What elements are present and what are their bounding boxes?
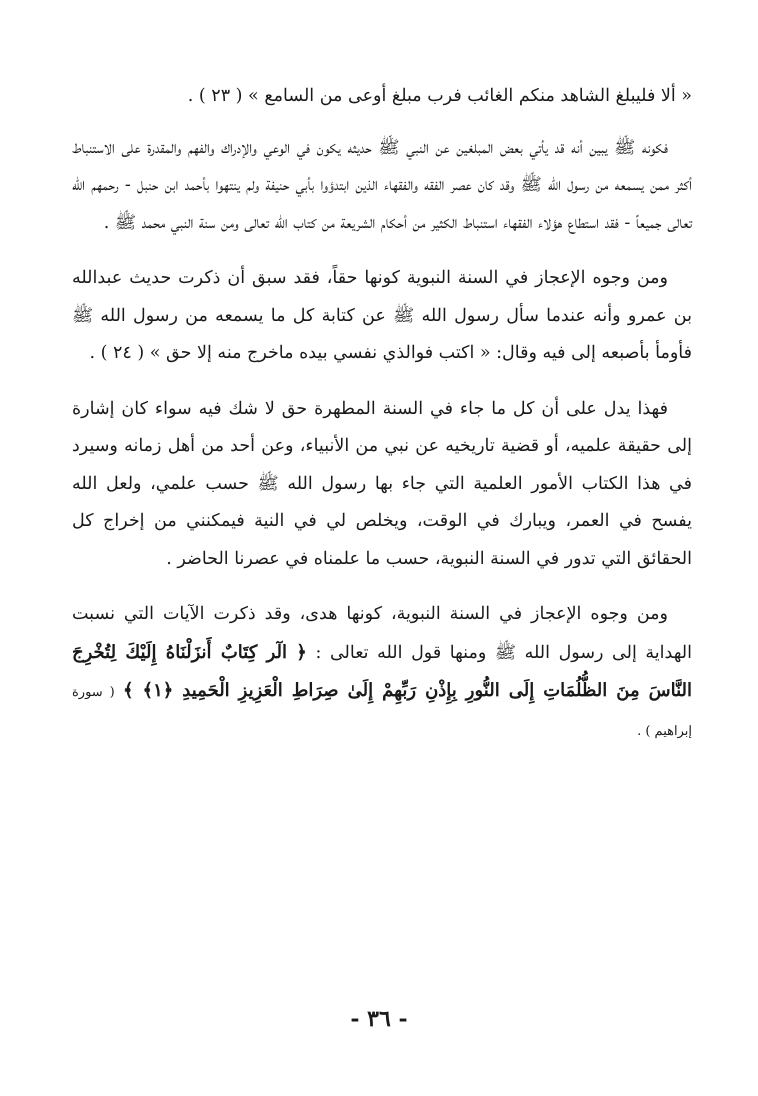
spacer [72,116,692,130]
quote-line: « ألا فليبلغ الشاهد منكم الغائب فرب مبلغ أوعى من السامع » ( ٢٣ ) . [187,86,692,106]
page-body [72,78,692,750]
spacer [72,242,692,260]
paragraph-3: فهذا يدل على أن كل ما جاء في السنة المطهرة حق لا شك فيه سواء كان إشارة إلى حقيقة علميه، أو قضية تاريخيه عن نبي من الأنبياء، وعن أحد من أهل زمانه وسيرد في هذا الكتاب الأمور العلمية التي جاء بها رسول الله ﷺ حسب علمي، ولعل الله يفسح في العمر، ويبارك في الوقت، ويخلص لي في النية فيمكنني من إخراج كل الحقائق التي تدور في السنة النبوية، حسب ما علمناه في عصرنا الحاضر . [72,398,692,569]
paragraph-4 [72,596,692,750]
quran-verse: ﴿ الٓر كِتَابٌ أَنزَلْنَاهُ إِلَيْكَ لِتُخْرِجَ النَّاسَ مِنَ الظُّلُمَاتِ إِلَى النُّورِ بِإِذْنِ رَبِّهِمْ إِلَىٰ صِرَاطِ الْعَزِيزِ الْحَمِيدِ ﴿١﴾ ﴾ [72,641,692,701]
paragraph-4-intro: ومن وجوه الإعجاز في السنة النبوية، كونها هدى، وقد ذكرت الآيات التي نسبت الهداية إلى رسول الله ﷺ ومنها قول الله تعالى : [72,604,692,663]
page-number: - ٣٦ - [350,1006,408,1032]
paragraph-2: ومن وجوه الإعجاز في السنة النبوية كونها حقاً، فقد سبق أن ذكرت حديث عبدالله بن عمرو وأنه عندما سأل رسول الله ﷺ عن كتابة كل ما يسمعه من رسول الله ﷺ فأومأ بأصبعه إلى فيه وقال: « اكتب فوالذي نفسي بيده ماخرج منه إلا حق » ( ٢٤ ) . [72,268,692,363]
spacer [72,578,692,596]
spacer [72,373,692,391]
paragraph-1: فكونه ﷺ يبين أنه قد يأتي بعض المبلغين عن النبي ﷺ حديثه يكون في الوعي والإدراك والفهم والمقدرة على الاستنباط أكثر ممن يسمعه من رسول الله ﷺ وقد كان عصر الفقه والفقهاء الذين ابتدؤوا بأبي حنيفة ولم ينتهوا بأحمد ابن حنبل - رحمهم الله تعالى جميعاً - فقد استطاع هؤلاء الفقهاء استنباط الكثير من أحكام الشريعة من كتاب الله تعالى ومن سنة النبي محمد ﷺ . [72,137,692,233]
verse-source: ( سورة إبراهيم ) . [72,685,692,739]
